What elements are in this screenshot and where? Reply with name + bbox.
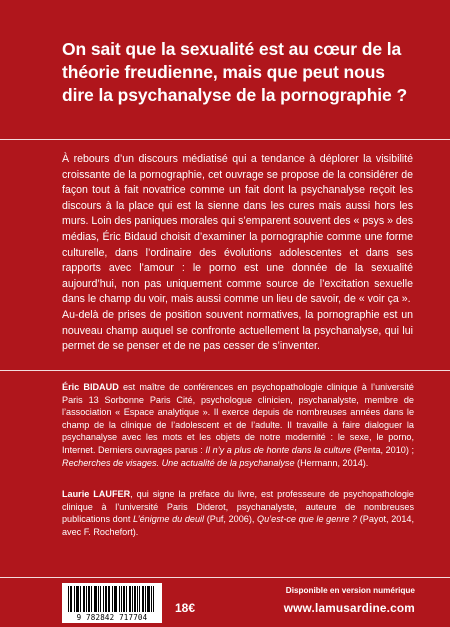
price: 18€: [175, 601, 196, 615]
preface-author-bio: [62, 488, 414, 538]
preface-bio-text-c: (Payot, 2014, avec F. Rochefort).: [62, 514, 414, 537]
barcode-digits: 9 782842 717704: [76, 613, 148, 622]
barcode: [62, 583, 162, 623]
author-name: Éric BIDAUD: [62, 382, 119, 392]
headline: On sait que la sexualité est au cœur de la théorie freudienne, mais que peut nous dire la psychanalyse de la pornographie ?: [62, 39, 408, 105]
middle-divider: [0, 370, 450, 371]
bottom-divider: [0, 577, 450, 578]
author-bio: [62, 381, 414, 469]
preface-book-title-1: L’énigme du deuil: [133, 514, 205, 525]
preface-bio-text-a: , qui signe la préface du livre, est professeure de psychopathologie clinique à l’université Paris Diderot, psychanalyste, auteure de nombreuses publications dont: [62, 489, 414, 525]
author-bio-text-b: (Penta, 2010) ;: [351, 444, 415, 455]
digital-version-note: Disponible en version numérique: [285, 586, 415, 595]
author-bio-text-a: est maître de conférences en psychopathologie clinique à l’université Paris 13 Sorbonne Paris Cité, psychologue clinicien, psychanalyste, membre de l’association « Espace analytique ». Il exerce depuis de nombreuses années dans le champ de la clinique de l’adolescent et de l’adulte. Il travaille à faire dialoguer la psychanalyse avec les mots et les objets de notre modernité : le sexe, le porno, Internet. Derniers ouvrages parus :: [62, 382, 414, 455]
author-bio-text-c: (Hermann, 2014).: [294, 457, 369, 468]
author-book-title-2: Recherches de visages. Une actualité de la psychanalyse: [62, 457, 295, 468]
author-book-title-1: Il n’y a plus de honte dans la culture: [205, 444, 352, 455]
summary-paragraph-1: À rebours d’un discours médiatisé qui a tendance à déplorer la visibilité croissante de la pornographie, cet ouvrage se propose de la considérer de façon tout à fait novatrice comme un fait dont la psychanalyse reçoit les discours à la place qui est la sienne dans les cures mais aussi hors les murs. Loin des paniques morales qui s’emparent souvent des « psys » des médias, Éric Bidaud choisit d’examiner la pornographie comme une forme culturelle, dans l’ordinaire des évolutions adolescentes et dans ses rapports avec l’amour : le porno est une donnée de la sexualité aujourd’hui, non pas uniquement comme source de l’excitation sexuelle dans le champ du voir, mais aussi comme un lieu de savoir, de « voir ça ».: [62, 153, 413, 306]
barcode-bars: [68, 586, 156, 612]
publisher-website: www.lamusardine.com: [283, 601, 415, 615]
preface-bio-text-b: (Puf, 2006),: [204, 514, 258, 525]
preface-author-name: Laurie LAUFER: [62, 489, 131, 499]
summary-paragraph-2: Au-delà de prises de position souvent normatives, la pornographie est un nouveau champ auquel se confronte actuellement la psychanalyse, qui lui permet de se penser et de ne pas cesser de s’inventer.: [62, 308, 413, 353]
top-divider: [0, 139, 450, 140]
summary: [62, 152, 413, 355]
preface-book-title-2: Qu’est-ce que le genre ?: [257, 514, 358, 525]
